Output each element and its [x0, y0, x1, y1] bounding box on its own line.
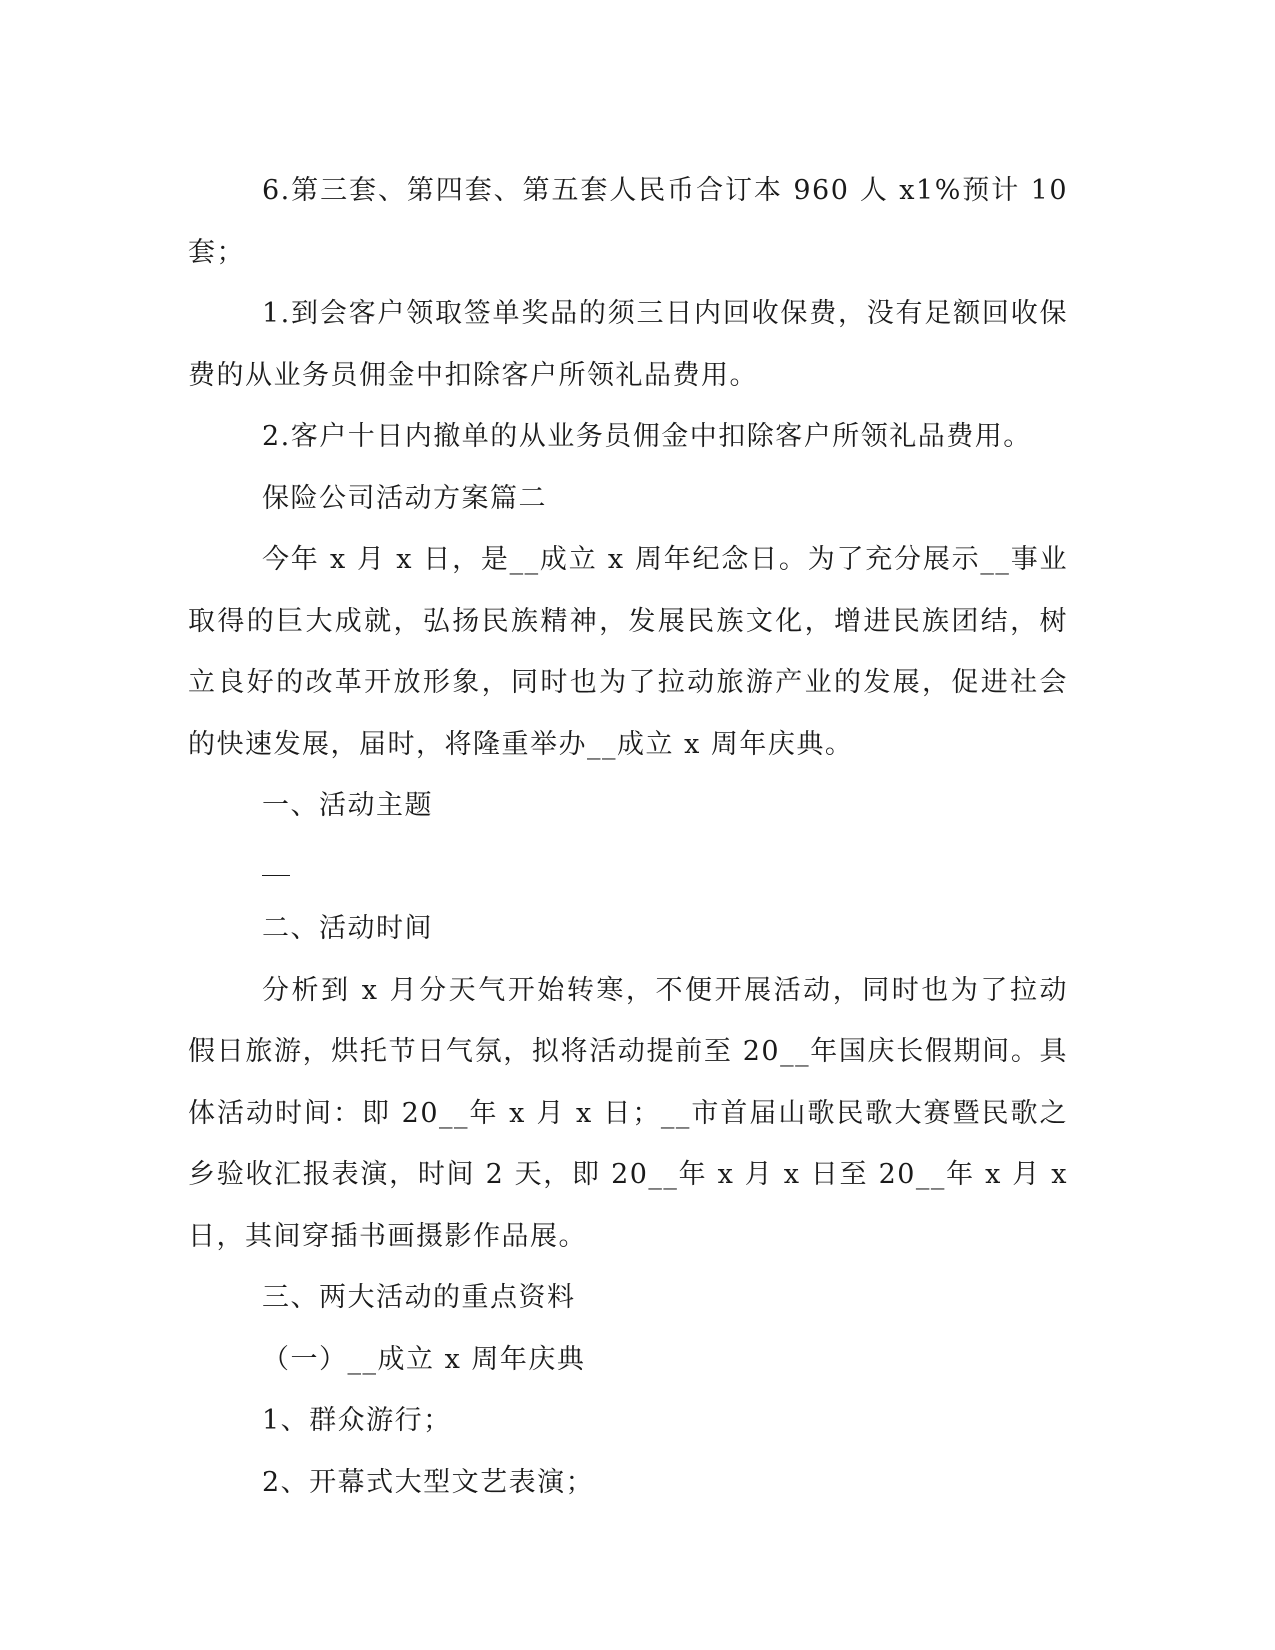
intro-paragraph: 今年 x 月 x 日，是__成立 x 周年纪念日。为了充分展示__事业取得的巨大成就，弘扬民族精神，发展民族文化，增进民族团结，树立良好的改革开放形象，同时也为了拉动旅游产业的发展，促进社会的快速发展，届时，将隆重举办__成立 x 周年庆典。: [188, 544, 1068, 760]
list-item-parade: 1、群众游行；: [262, 1405, 452, 1436]
paragraph-rule-2: 2.客户十日内撤单的从业务员佣金中扣除客户所领礼品费用。: [262, 421, 1032, 452]
paragraph-rule-1: 1.到会客户领取签单奖品的须三日内回收保费，没有足额回收保费的从业务员佣金中扣除客户所领礼品费用。: [188, 298, 1068, 391]
heading-key-content: 三、两大活动的重点资料: [262, 1282, 576, 1313]
heading-activity-theme: 一、活动主题: [262, 790, 433, 821]
subheading-anniversary: （一）__成立 x 周年庆典: [262, 1343, 586, 1375]
heading-activity-time: 二、活动时间: [262, 913, 433, 944]
list-item-opening-show: 2、开幕式大型文艺表演；: [262, 1466, 595, 1498]
document-body: [188, 160, 1068, 1513]
theme-placeholder-line: [262, 837, 1068, 899]
activity-time-paragraph: 分析到 x 月分天气开始转寒，不便开展活动，同时也为了拉动假日旅游，烘托节日气氛，拟将活动提前至 20__年国庆长假期间。具体活动时间：即 20__年 x 月 x 日；__市首届山歌民歌大赛暨民歌之乡验收汇报表演，时间 2 天，即 20__年 x 月 x 日至 20__年 x 月 x 日，其间穿插书画摄影作品展。: [188, 974, 1068, 1252]
section-title: 保险公司活动方案篇二: [262, 482, 547, 514]
paragraph-item-6: 6.第三套、第四套、第五套人民币合订本 960 人 x1%预计 10 套；: [188, 175, 1068, 268]
